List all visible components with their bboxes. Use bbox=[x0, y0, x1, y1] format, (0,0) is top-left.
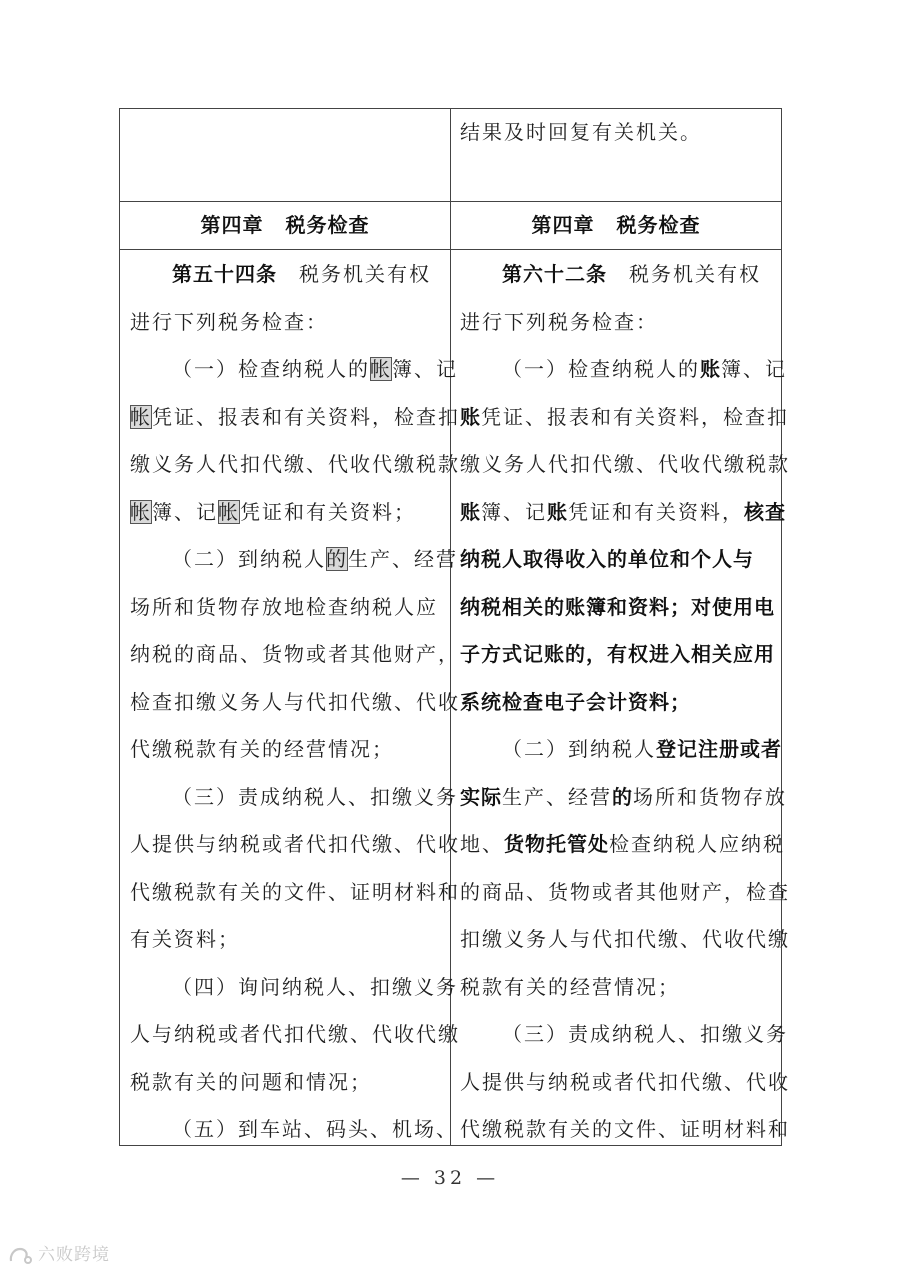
text-line: 实际生产、经营的场所和货物存放 bbox=[460, 784, 787, 809]
article-intro: 第六十二条 税务机关有权 bbox=[502, 262, 761, 286]
text-line: 账凭证、报表和有关资料，检查扣 bbox=[460, 404, 789, 429]
text-line: 系统检查电子会计资料； bbox=[460, 689, 691, 714]
row-divider bbox=[120, 249, 781, 250]
text-line: 税款有关的问题和情况； bbox=[130, 1069, 372, 1094]
page-number: — 32 — bbox=[400, 1167, 500, 1189]
highlight-mark: 的 bbox=[326, 547, 348, 571]
highlight-mark: 帐 bbox=[130, 499, 152, 524]
old-law-column bbox=[130, 251, 460, 1154]
highlight-mark: 帐 bbox=[218, 499, 240, 524]
text-line: 地、货物托管处检查纳税人应纳税 bbox=[460, 832, 785, 856]
comparison-table bbox=[119, 108, 790, 1146]
text-line: 纳税人取得收入的单位和个人与 bbox=[460, 547, 754, 571]
text-line: 帐凭证、报表和有关资料，检查扣 bbox=[130, 404, 460, 429]
text-line: 帐簿、记帐凭证和有关资料； bbox=[130, 499, 416, 524]
text-line: 有关资料； bbox=[130, 927, 240, 951]
chapter-title: 税务检查 bbox=[285, 213, 370, 237]
new-law-column bbox=[460, 251, 790, 1154]
chapter-heading-right bbox=[451, 202, 781, 249]
chapter-title: 税务检查 bbox=[616, 213, 701, 237]
article-intro: 第五十四条 税务机关有权 bbox=[172, 262, 431, 286]
watermark-text: 六败跨境 bbox=[38, 1245, 110, 1265]
chapter-heading-left bbox=[120, 202, 450, 249]
text-line: 税款有关的经营情况； bbox=[460, 974, 680, 999]
text-line: 子方式记账的，有权进入相关应用 bbox=[460, 642, 775, 666]
text-line: 缴义务人代扣代缴、代收代缴税款 bbox=[460, 452, 790, 476]
text-line: 进行下列税务检查： bbox=[460, 309, 658, 334]
text-line: 场所和货物存放地检查纳税人应 bbox=[130, 594, 438, 619]
top-right-cell bbox=[460, 109, 775, 157]
text-line: 检查扣缴义务人与代扣代缴、代收 bbox=[130, 689, 460, 714]
text-line: 纳税相关的账簿和资料；对使用电 bbox=[460, 594, 775, 619]
text-line: 人提供与纳税或者代扣代缴、代收 bbox=[460, 1069, 790, 1094]
chapter-number: 第四章 bbox=[531, 213, 595, 237]
text-line: （三）责成纳税人、扣缴义务 bbox=[502, 1022, 788, 1046]
text-line: （一）检查纳税人的帐簿、记 bbox=[172, 357, 458, 381]
article-number: 第五十四条 bbox=[172, 262, 277, 286]
text-line: 缴义务人代扣代缴、代收代缴税款 bbox=[130, 452, 460, 476]
text-line: （二）到纳税人登记注册或者 bbox=[502, 737, 782, 761]
text-line: 进行下列税务检查： bbox=[130, 309, 328, 334]
text-line: （四）询问纳税人、扣缴义务 bbox=[172, 974, 458, 999]
text-line: 的商品、货物或者其他财产，检查 bbox=[460, 879, 790, 904]
text-line: （一）检查纳税人的账簿、记 bbox=[502, 357, 787, 381]
text-line: 人提供与纳税或者代扣代缴、代收 bbox=[130, 832, 460, 856]
text-line: 代缴税款有关的文件、证明材料和 bbox=[460, 1117, 790, 1141]
text-line: （三）责成纳税人、扣缴义务 bbox=[172, 784, 458, 809]
text-line: 结果及时回复有关机关。 bbox=[460, 120, 702, 144]
text-line: 扣缴义务人与代扣代缴、代收代缴 bbox=[460, 927, 790, 951]
watermark-logo-icon bbox=[8, 1245, 34, 1265]
text-line: 账簿、记账凭证和有关资料，核查 bbox=[460, 499, 786, 524]
text-line: （五）到车站、码头、机场、 bbox=[172, 1117, 458, 1141]
highlight-mark: 帐 bbox=[370, 357, 392, 381]
text-line: 代缴税款有关的文件、证明材料和 bbox=[130, 879, 460, 904]
text-line: （二）到纳税人的生产、经营 bbox=[172, 547, 458, 571]
text-line: 人与纳税或者代扣代缴、代收代缴 bbox=[130, 1022, 460, 1046]
text-line: 纳税的商品、货物或者其他财产， bbox=[130, 642, 460, 666]
watermark bbox=[8, 1240, 110, 1265]
article-number: 第六十二条 bbox=[502, 262, 607, 286]
chapter-number: 第四章 bbox=[200, 213, 264, 237]
text-line: 代缴税款有关的经营情况； bbox=[130, 737, 394, 761]
highlight-mark: 帐 bbox=[130, 404, 152, 429]
